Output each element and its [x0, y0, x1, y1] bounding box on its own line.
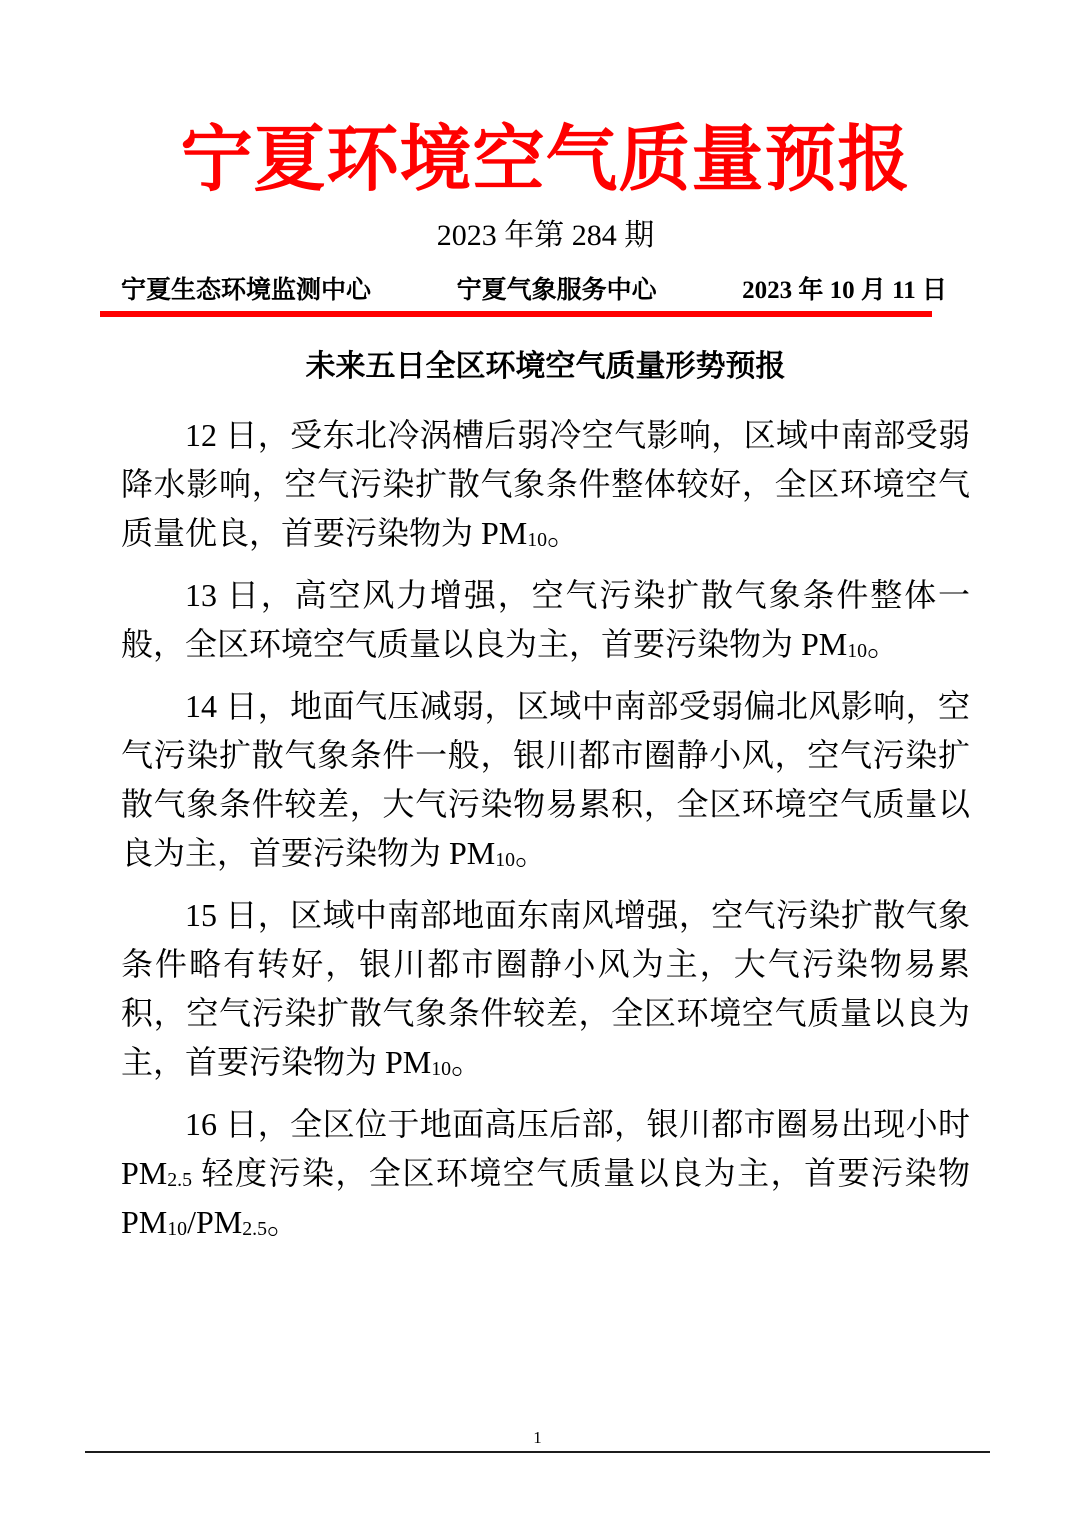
issue-number: 2023 年第 284 期 [436, 219, 655, 252]
org-environment-monitoring-center: 宁夏生态环境监测中心 [121, 277, 372, 304]
forecast-paragraph-day-13: 13 日，高空风力增强，空气污染扩散气象条件整体一般，全区环境空气质量以良为主，首要污染物为 $PM_{10}$。 [121, 577, 970, 662]
forecast-body [121, 411, 970, 1247]
header-row [121, 276, 970, 306]
forecast-paragraph-day-15: 15 日，区域中南部地面东南风增强，空气污染扩散气象条件略有转好，银川都市圈静小风为主，大气污染物易累积，空气污染扩散气象条件较差，全区环境空气质量以良为主，首要污染物为 $PM_{10}$。 [121, 897, 970, 1080]
forecast-paragraph-day-14: 14 日，地面气压减弱，区域中南部受弱偏北风影响，空气污染扩散气象条件一般，银川都市圈静小风，空气污染扩散气象条件较差，大气污染物易累积，全区环境空气质量以良为主，首要污染物为 $PM_{10}$。 [121, 688, 970, 871]
page-footer [85, 1427, 990, 1453]
section-title: 未来五日全区环境空气质量形势预报 [305, 350, 786, 383]
document-title: 宁夏环境空气质量预报 [180, 120, 911, 200]
page-number: 1 [529, 1427, 546, 1449]
footer-divider-line [85, 1451, 990, 1453]
red-divider-line [100, 311, 932, 317]
forecast-paragraph-day-16: 16 日，全区位于地面高压后部，银川都市圈易出现小时 $PM_{2.5}$ 轻度污染，全区环境空气质量以良为主，首要污染物 $PM_{10}/PM_{2.5}$。 [121, 1106, 970, 1240]
publish-date: 2023 年 10 月 11 日 [742, 277, 947, 304]
org-weather-service-center: 宁夏气象服务中心 [456, 277, 657, 304]
forecast-paragraph-day-12: 12 日，受东北冷涡槽后弱冷空气影响，区域中南部受弱降水影响，空气污染扩散气象条件整体较好，全区环境空气质量优良，首要污染物为 $PM_{10}$。 [121, 417, 970, 551]
